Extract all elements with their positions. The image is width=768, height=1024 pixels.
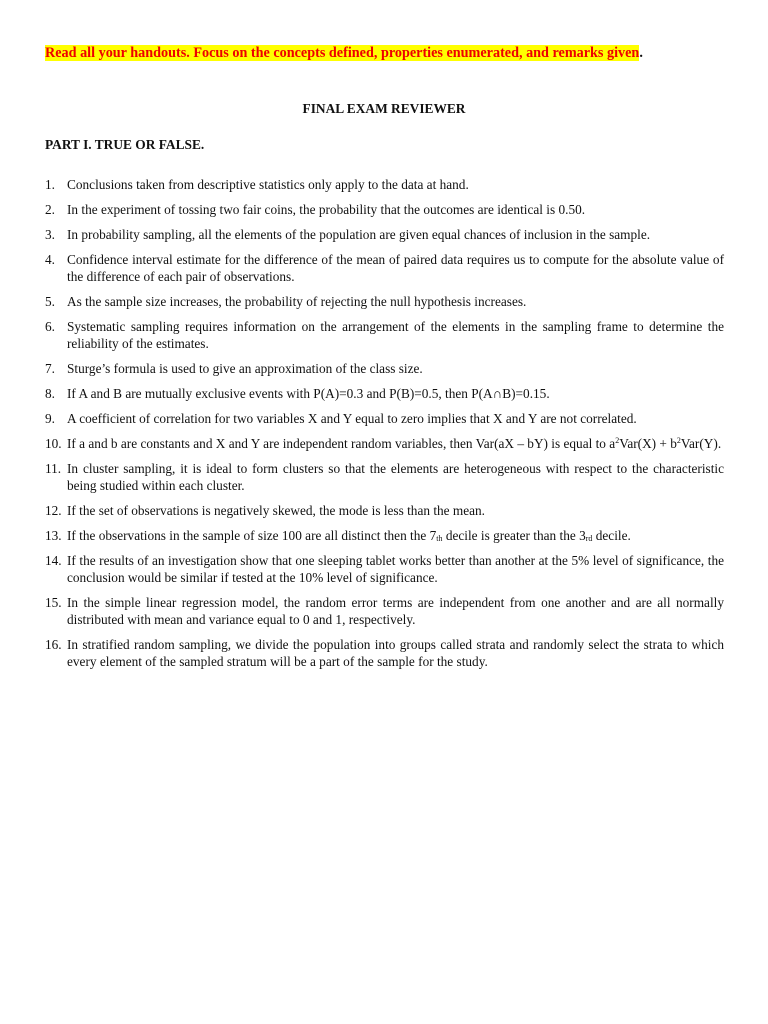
item-text: Conclusions taken from descriptive statistics only apply to the data at hand. <box>67 177 469 192</box>
item-text-part: Var(Y). <box>680 436 722 451</box>
item-number: 8. <box>45 386 55 401</box>
item-number: 7. <box>45 361 55 376</box>
item-number: 9. <box>45 411 55 426</box>
item-text-part: Var(X) + b <box>619 436 677 451</box>
item-text: In probability sampling, all the elements of the population are given equal chances of inclusion in the sample. <box>67 227 651 242</box>
superscript: 2 <box>676 436 681 445</box>
list-item <box>45 176 724 193</box>
list-item <box>45 502 724 519</box>
list-item <box>45 636 724 670</box>
item-text: In the simple linear regression model, the random error terms are independent from one another and are all normally distributed with mean and variance equal to 0 and 1, respectively. <box>67 595 724 627</box>
item-text-part: decile is greater than the 3 <box>442 528 586 543</box>
list-item <box>45 527 724 544</box>
item-number: 16. <box>45 637 62 652</box>
list-item <box>45 293 724 310</box>
notice-period: . <box>639 45 643 61</box>
item-text-part: decile. <box>592 528 631 543</box>
item-number: 1. <box>45 177 55 192</box>
item-number: 12. <box>45 503 62 518</box>
item-text <box>67 527 724 544</box>
item-text: If A and B are mutually exclusive events with P(A)=0.3 and P(B)=0.5, then P(A∩B)=0.15. <box>67 386 550 401</box>
item-number: 15. <box>45 595 62 610</box>
item-text: As the sample size increases, the probability of rejecting the null hypothesis increases. <box>67 294 527 309</box>
item-text-part: If the observations in the sample of size 100 are all distinct then the 7 <box>67 528 437 543</box>
item-number: 6. <box>45 319 55 334</box>
item-number: 10. <box>45 436 62 451</box>
item-number: 4. <box>45 252 55 267</box>
list-item <box>45 201 724 218</box>
item-text: In stratified random sampling, we divide the population into groups called strata and randomly select the strata to which every element of the sampled stratum will be a part of the sample for the study. <box>67 637 724 669</box>
list-item <box>45 226 724 243</box>
list-item <box>45 552 724 586</box>
list-item <box>45 594 724 628</box>
list-item <box>45 410 724 427</box>
list-item <box>45 385 724 402</box>
item-text: Systematic sampling requires information on the arrangement of the elements in the sampling frame to determine the reliability of the estimates. <box>67 319 724 351</box>
item-number: 14. <box>45 553 62 568</box>
notice-text: Read all your handouts. Focus on the concepts defined, properties enumerated, and remarks given <box>45 45 640 61</box>
item-text: If the set of observations is negatively skewed, the mode is less than the mean. <box>67 503 486 518</box>
list-item <box>45 318 724 352</box>
item-number: 11. <box>45 461 62 476</box>
superscript: 2 <box>615 436 620 445</box>
list-item <box>45 251 724 285</box>
highlighted-notice <box>45 44 643 62</box>
item-text <box>67 435 724 452</box>
list-item <box>45 360 724 377</box>
part-heading: PART I. TRUE OR FALSE. <box>45 137 205 152</box>
question-list <box>45 176 724 678</box>
item-text-part: If a and b are constants and X and Y are independent random variables, then Var(aX – bY) is equal to a <box>67 436 616 451</box>
item-number: 3. <box>45 227 55 242</box>
subscript: th <box>436 534 443 543</box>
item-text: Confidence interval estimate for the difference of the mean of paired data requires us to compute for the absolute value of the difference of each pair of observations. <box>67 252 724 284</box>
item-number: 13. <box>45 528 62 543</box>
item-text: A coefficient of correlation for two variables X and Y equal to zero implies that X and Y are not correlated. <box>67 411 637 426</box>
item-text: If the results of an investigation show that one sleeping tablet works better than another at the 5% level of significance, the conclusion would be similar if tested at the 10% level of significance. <box>67 553 724 585</box>
item-number: 2. <box>45 202 55 217</box>
list-item <box>45 435 724 452</box>
item-number: 5. <box>45 294 55 309</box>
item-text: In the experiment of tossing two fair coins, the probability that the outcomes are identical is 0.50. <box>67 202 586 217</box>
subscript: rd <box>585 534 593 543</box>
item-text: Sturge’s formula is used to give an approximation of the class size. <box>67 361 423 376</box>
page-title: FINAL EXAM REVIEWER <box>302 101 466 116</box>
item-text: In cluster sampling, it is ideal to form clusters so that the elements are heterogeneous with respect to the characteristic being studied within each cluster. <box>67 461 724 493</box>
list-item <box>45 460 724 494</box>
